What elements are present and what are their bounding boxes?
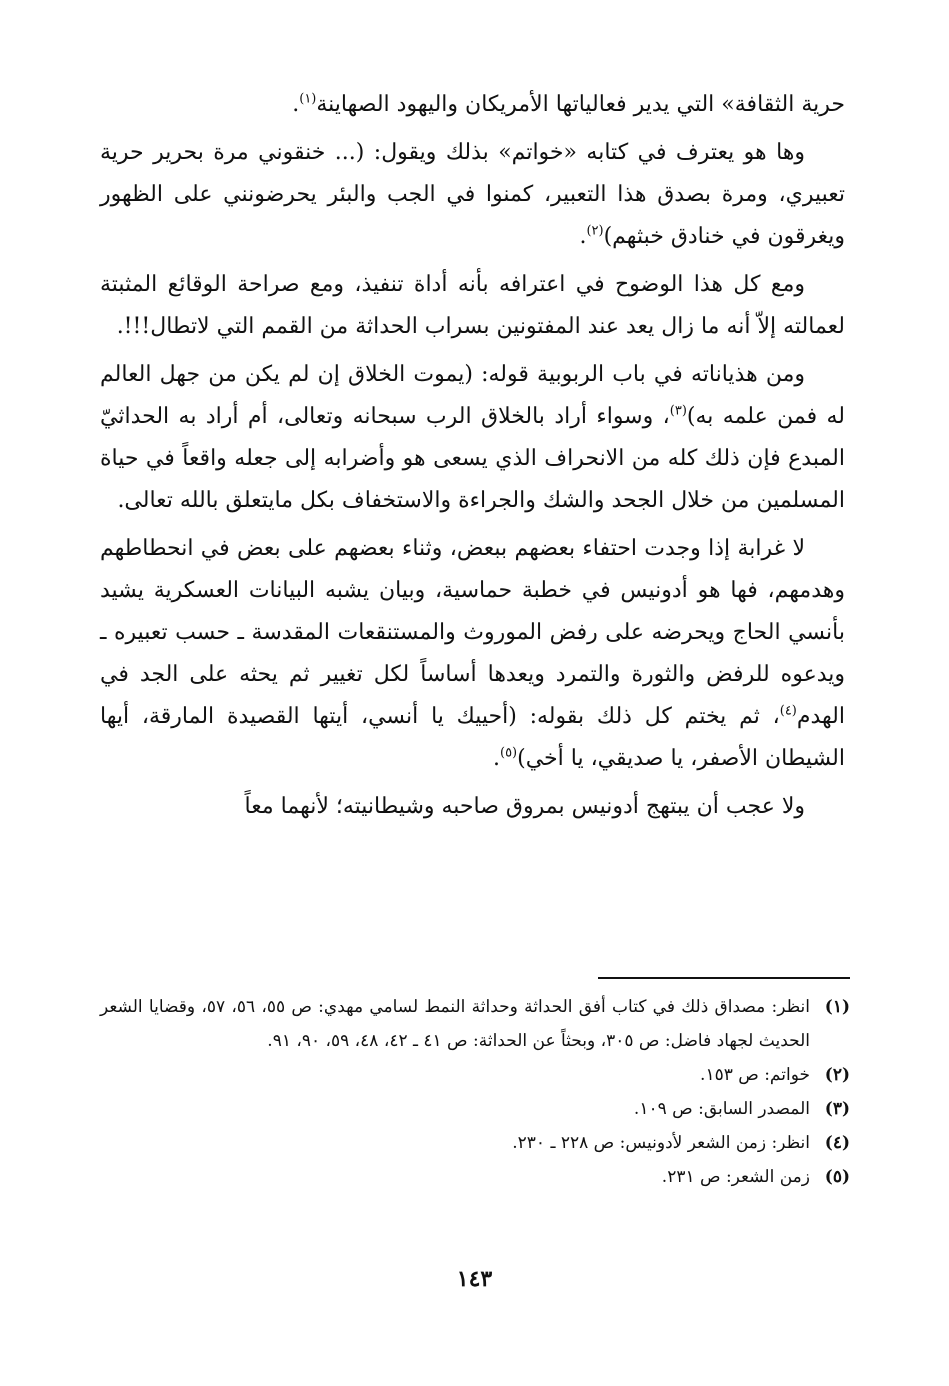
paragraph-text: ومن هذياناته في باب الربوبية قوله: (يموت الخلاق إن لم يكن من جهل العالم له فمن علمه به) [100, 362, 845, 429]
main-text [100, 84, 845, 834]
footnote-text: انظر: مصداق ذلك في كتاب أفق الحداثة وحداثة النمط لسامي مهدي: ص ٥٥، ٥٦، ٥٧، وقضايا الشعر الحديث لجهاد فاضل: ص ٣٠٥، وبحثاً عن الحداثة: ص ٤١ ـ ٤٢، ٤٨، ٥٩، ٩٠، ٩١. [100, 997, 811, 1051]
footnote-text: خواتم: ص ١٥٣. [700, 1065, 810, 1085]
footnote-mark: (٣) [824, 1099, 850, 1119]
paragraph-text-tail: . [579, 224, 587, 249]
footnote-mark: (٤) [824, 1133, 850, 1153]
paragraph [100, 132, 845, 258]
footnote-ref: (٥) [499, 745, 518, 761]
paragraph [100, 528, 845, 780]
paragraph [100, 264, 845, 348]
footnote [100, 990, 850, 1058]
footnote-text: انظر: زمن الشعر لأدونيس: ص ٢٢٨ ـ ٢٣٠. [512, 1133, 810, 1153]
paragraph-text: ولا عجب أن يبتهج أدونيس بمروق صاحبه وشيطانيته؛ لأنهما معاً [244, 794, 805, 819]
paragraph-text: وها هو يعترف في كتابه «خواتم» بذلك ويقول: (... خنقوني مرة بحرير حرية تعبيري، ومرة بصدق هذا التعبير، كمنوا في الجب والبئر يحرضونني على الظهور ويغرقون في خنادق خبثهم) [100, 140, 845, 249]
footnote-ref: (٢) [586, 223, 604, 239]
footnote [100, 1092, 850, 1126]
paragraph [100, 84, 845, 126]
footnote-ref: (٣) [669, 403, 687, 419]
footnote-text: زمن الشعر: ص ٢٣١. [661, 1167, 810, 1187]
paragraph-text-tail: . [492, 746, 500, 771]
paragraph-text: ومع كل هذا الوضوح في اعترافه بأنه أداة تنفيذ، ومع صراحة الوقائع المثبتة لعمالته إلاّ أنه ما زال يعد عند المفتونين بسراب الحداثة من القمم التي لاتطال!!!. [100, 272, 845, 339]
footnote-separator [598, 977, 850, 979]
footnote-text: المصدر السابق: ص ١٠٩. [633, 1099, 810, 1119]
paragraph-text-tail: ، ثم يختم كل ذلك بقوله: (أحييك يا أنسي، أيتها القصيدة المارقة، أيها الشيطان الأصفر، يا صديقي، يا أخي) [100, 704, 845, 771]
footnote [100, 1160, 850, 1194]
footnote-mark: (٥) [824, 1167, 850, 1187]
footnote-mark: (٢) [824, 1065, 850, 1085]
footnote-ref: (١) [299, 91, 317, 107]
footnote [100, 1126, 850, 1160]
footnote-ref: (٤) [779, 703, 797, 719]
footnote-mark: (١) [824, 997, 850, 1017]
paragraph-text-tail: ، وسواء أراد بالخلاق الرب سبحانه وتعالى، أم أراد به الحداثيّ المبدع فإن ذلك كله من الانحراف الذي يسعى هو وأضرابه إلى جعله واقعاً في حياة المسلمين من خلال الجحد والشك والجراءة والاستخفاف بكل مايتعلق بالله تعالى. [100, 404, 845, 513]
footnotes [100, 990, 850, 1194]
paragraph-text-tail: . [292, 92, 300, 117]
footnote [100, 1058, 850, 1092]
paragraph-text: حرية الثقافة» التي يدير فعالياتها الأمريكان واليهود الصهاينة [316, 92, 845, 117]
paragraph [100, 786, 845, 828]
page-number: ١٤٣ [456, 1266, 493, 1292]
paragraph [100, 354, 845, 522]
paragraph-text: لا غرابة إذا وجدت احتفاء بعضهم ببعض، وثناء بعضهم على بعض في انحطاطهم وهدمهم، فها هو أدونيس في خطبة حماسية، وبيان يشبه البيانات العسكرية يشيد بأنسي الحاج ويحرضه على رفض الموروث والمستنقعات المقدسة ـ حسب تعبيره ـ ويدعوه للرفض والثورة والتمرد ويعدها أساساً لكل تغيير ثم يحثه على الجد في الهدم [100, 536, 845, 729]
